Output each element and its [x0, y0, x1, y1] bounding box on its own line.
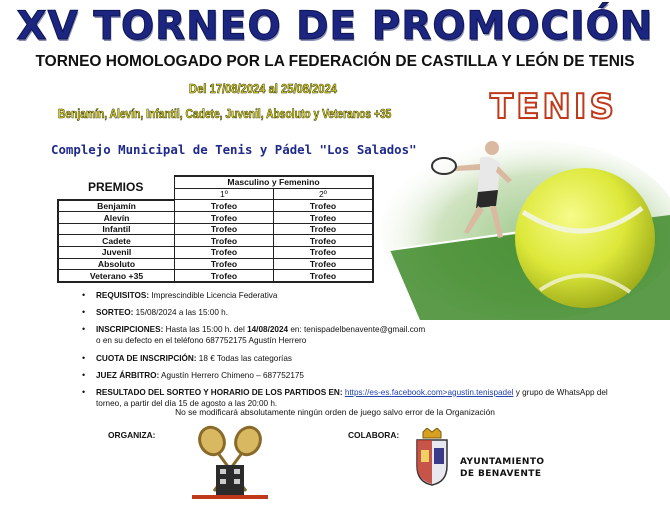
- row-second-prize: Trofeo: [274, 212, 374, 224]
- row-second-prize: Trofeo: [274, 258, 374, 270]
- row-first-prize: Trofeo: [175, 270, 274, 282]
- resultado-text-2: torneo, a partir del día 15 de agosto a las 20:00 h.: [96, 398, 278, 408]
- requisitos-text: Imprescindible Licencia Federativa: [149, 291, 278, 300]
- row-category: Juvenil: [58, 247, 175, 259]
- row-first-prize: Trofeo: [175, 212, 274, 224]
- list-item: [82, 370, 642, 381]
- categories-line: Benjamín, Alevín, Infantil, Cadete, Juvenil, Absoluto y Veteranos +35: [58, 106, 392, 121]
- table-row: [58, 223, 373, 235]
- tennis-ball: [515, 168, 655, 308]
- cuota-label: CUOTA DE INSCRIPCIÓN:: [96, 353, 197, 363]
- resultado-label: RESULTADO DEL SORTEO Y HORARIO DE LOS PARTIDOS EN:: [96, 387, 343, 397]
- inscripciones-text: Hasta las 15:00 h. del: [163, 325, 248, 335]
- sorteo-label: SORTEO:: [96, 308, 134, 318]
- ayuntamiento-line-1: AYUNTAMIENTO: [460, 457, 545, 467]
- row-second-prize: Trofeo: [274, 200, 374, 212]
- juez-text: Agustín Herrero Chimeno – 687752175: [159, 370, 304, 380]
- row-first-prize: Trofeo: [175, 235, 274, 247]
- row-first-prize: Trofeo: [175, 247, 274, 259]
- organization-note: No se modificará absolutamente ningún orden de juego salvo error de la Organización: [175, 407, 495, 417]
- table-row: [58, 247, 373, 259]
- row-second-prize: Trofeo: [274, 270, 374, 282]
- list-item: [82, 290, 642, 301]
- inscripciones-label: INSCRIPCIONES:: [96, 325, 164, 335]
- row-first-prize: Trofeo: [175, 200, 274, 212]
- table-row: [58, 235, 373, 247]
- table-header-row: [58, 176, 373, 188]
- ayuntamiento-line-2: DE BENAVENTE: [460, 469, 542, 479]
- juez-label: JUEZ ÁRBITRO:: [96, 370, 160, 380]
- row-first-prize: Trofeo: [175, 223, 274, 235]
- inscripciones-email: en: tenispadelbenavente@gmail.com: [288, 325, 426, 335]
- poster-title: XV TORNEO DE PROMOCIÓN: [16, 4, 654, 49]
- row-category: Benjamín: [58, 200, 175, 212]
- prizes-table: [57, 175, 374, 283]
- position-first: 1º: [175, 188, 274, 200]
- requisitos-label: REQUISITOS:: [96, 291, 150, 300]
- club-logo: [188, 425, 272, 503]
- row-category: Cadete: [58, 235, 175, 247]
- list-item: [82, 324, 642, 346]
- row-category: Absoluto: [58, 258, 175, 270]
- prizes-heading: PREMIOS: [58, 176, 175, 200]
- list-item: [82, 353, 642, 364]
- cuota-text: 18 € Todas las categorías: [196, 353, 292, 363]
- organiza-label: ORGANIZA:: [108, 430, 156, 440]
- table-row: [58, 270, 373, 282]
- position-second: 2º: [274, 188, 374, 200]
- row-category: Alevín: [58, 212, 175, 224]
- resultado-text: y grupo de WhatsApp del: [513, 387, 608, 397]
- tournament-dates: Del 17/08/2024 al 25/08/2024: [189, 81, 337, 96]
- table-row: [58, 200, 373, 212]
- facebook-link[interactable]: https://es-es.facebook.com>agustin.tenispadel: [344, 387, 514, 397]
- list-item: [82, 307, 642, 318]
- poster-subtitle: TORNEO HOMOLOGADO POR LA FEDERACIÓN DE CASTILLA Y LEÓN DE TENIS: [35, 53, 635, 70]
- ayuntamiento-shield-icon: [413, 428, 451, 486]
- row-second-prize: Trofeo: [274, 235, 374, 247]
- info-list: [82, 290, 642, 415]
- list-item: [82, 387, 642, 409]
- sorteo-text: 15/08/2024 a las 15:00 h.: [133, 308, 229, 318]
- group-header: Masculino y Femenino: [175, 176, 374, 188]
- table-row: [58, 212, 373, 224]
- row-second-prize: Trofeo: [274, 223, 374, 235]
- row-category: Veterano +35: [58, 270, 175, 282]
- row-first-prize: Trofeo: [175, 258, 274, 270]
- colabora-label: COLABORA:: [348, 430, 400, 440]
- tenis-heading: TENIS: [490, 87, 618, 127]
- row-second-prize: Trofeo: [274, 247, 374, 259]
- ayuntamiento-name: [460, 456, 544, 480]
- inscripciones-date: 14/08/2024: [247, 325, 289, 335]
- inscripciones-phone: o en su defecto en el teléfono 687752175 Agustín Herrero: [96, 336, 307, 346]
- table-row: [58, 258, 373, 270]
- venue-name: Complejo Municipal de Tenis y Pádel "Los Salados": [51, 142, 417, 157]
- row-category: Infantil: [58, 223, 175, 235]
